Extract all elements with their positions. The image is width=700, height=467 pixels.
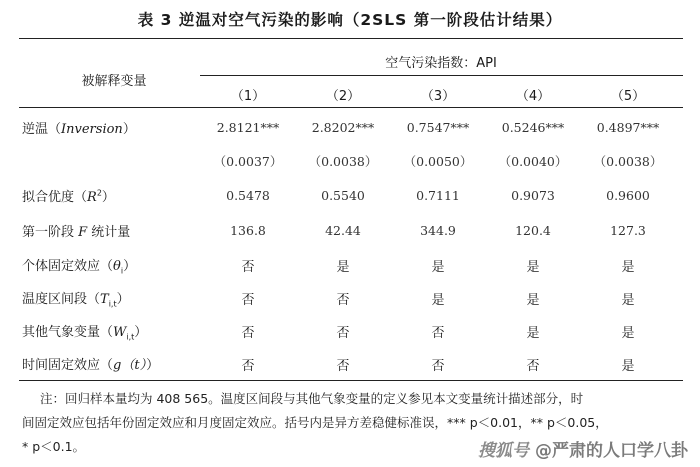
r2-value-2: 0.5540 (321, 188, 365, 203)
fstat-value-2: 42.44 (325, 223, 361, 238)
time-fe-4: 否 (526, 359, 540, 374)
column-header-4: （4） (515, 89, 551, 104)
watermark (478, 436, 688, 461)
time-fe-5: 是 (621, 359, 635, 374)
row-label-time-fe: 时间固定效应（g（t）） (22, 358, 160, 373)
bottom-rule (19, 380, 683, 381)
temperature-bin-3: 是 (431, 293, 445, 308)
group-header-api: 空气污染指数：API (385, 56, 497, 71)
fstat-value-5: 127.3 (610, 223, 646, 238)
time-fe-2: 否 (336, 359, 350, 374)
weather-5: 是 (621, 326, 635, 341)
note-line-3: * p＜0.1。 (22, 439, 86, 454)
temperature-bin-2: 否 (336, 293, 350, 308)
individual-fe-4: 是 (526, 260, 540, 275)
row-label-weather: 其他气象变量$(W_{i,t})$ (22, 325, 148, 342)
time-fe-1: 否 (241, 359, 255, 374)
fstat-value-4: 120.4 (515, 223, 551, 238)
inversion-coef-1: 2.8121*** (216, 120, 280, 135)
time-fe-3: 否 (431, 359, 445, 374)
watermark-logo: 搜狐号 (478, 441, 529, 461)
inversion-se-4: （0.0040） (498, 154, 568, 169)
individual-fe-1: 否 (241, 260, 255, 275)
individual-fe-2: 是 (336, 260, 350, 275)
r2-value-5: 0.9600 (606, 188, 650, 203)
inversion-coef-3: 0.7547*** (406, 120, 470, 135)
inversion-se-1: （0.0037） (213, 154, 283, 169)
weather-2: 否 (336, 326, 350, 341)
r2-value-3: 0.7111 (416, 188, 460, 203)
weather-4: 是 (526, 326, 540, 341)
header-rule (19, 107, 683, 108)
temperature-bin-5: 是 (621, 293, 635, 308)
individual-fe-3: 是 (431, 260, 445, 275)
dependent-variable-label: 被解释变量 (81, 74, 147, 89)
table-title: 表 3 逆温对空气污染的影响（2SLS 第一阶段估计结果） (137, 11, 563, 29)
fstat-value-3: 344.9 (420, 223, 456, 238)
inversion-coef-5: 0.4897*** (596, 120, 660, 135)
temperature-bin-1: 否 (241, 293, 255, 308)
top-rule (19, 38, 683, 39)
column-header-2: （2） (325, 89, 361, 104)
individual-fe-5: 是 (621, 260, 635, 275)
inversion-se-2: （0.0038） (308, 154, 378, 169)
inversion-coef-2: 2.8202*** (311, 120, 375, 135)
temperature-bin-4: 是 (526, 293, 540, 308)
note-line-2: 间固定效应包括年份固定效应和月度固定效应。括号内是异方差稳健标准误，*** p＜0.01，** p＜0.05， (22, 415, 608, 430)
row-label-inversion: 逆温（Inversion） (22, 122, 136, 137)
r2-value-4: 0.9073 (511, 188, 555, 203)
row-label-fstat: 第一阶段 F 统计量 (22, 225, 131, 240)
fstat-value-1: 136.8 (230, 223, 266, 238)
watermark-text: @严肃的人口学八卦 (535, 441, 688, 461)
inversion-coef-4: 0.5246*** (501, 120, 565, 135)
inversion-se-3: （0.0050） (403, 154, 473, 169)
note-line-1: 注：回归样本量均为 408 565。温度区间段与其他气象变量的定义参见本文变量统计描述部分，时 (40, 391, 584, 406)
r2-value-1: 0.5478 (226, 188, 270, 203)
row-label-temperature-bin: 温度区间段$(T_{i,t})$ (22, 292, 130, 309)
group-rule (200, 75, 683, 76)
column-header-3: （3） (420, 89, 456, 104)
column-header-1: （1） (230, 89, 266, 104)
row-label-r2: 拟合优度$(R^2)$ (22, 188, 115, 205)
weather-1: 否 (241, 326, 255, 341)
inversion-se-5: （0.0038） (593, 154, 663, 169)
weather-3: 否 (431, 326, 445, 341)
row-label-individual-fe: 个体固定效应$(\theta_i)$ (22, 259, 137, 276)
column-header-5: （5） (610, 89, 646, 104)
